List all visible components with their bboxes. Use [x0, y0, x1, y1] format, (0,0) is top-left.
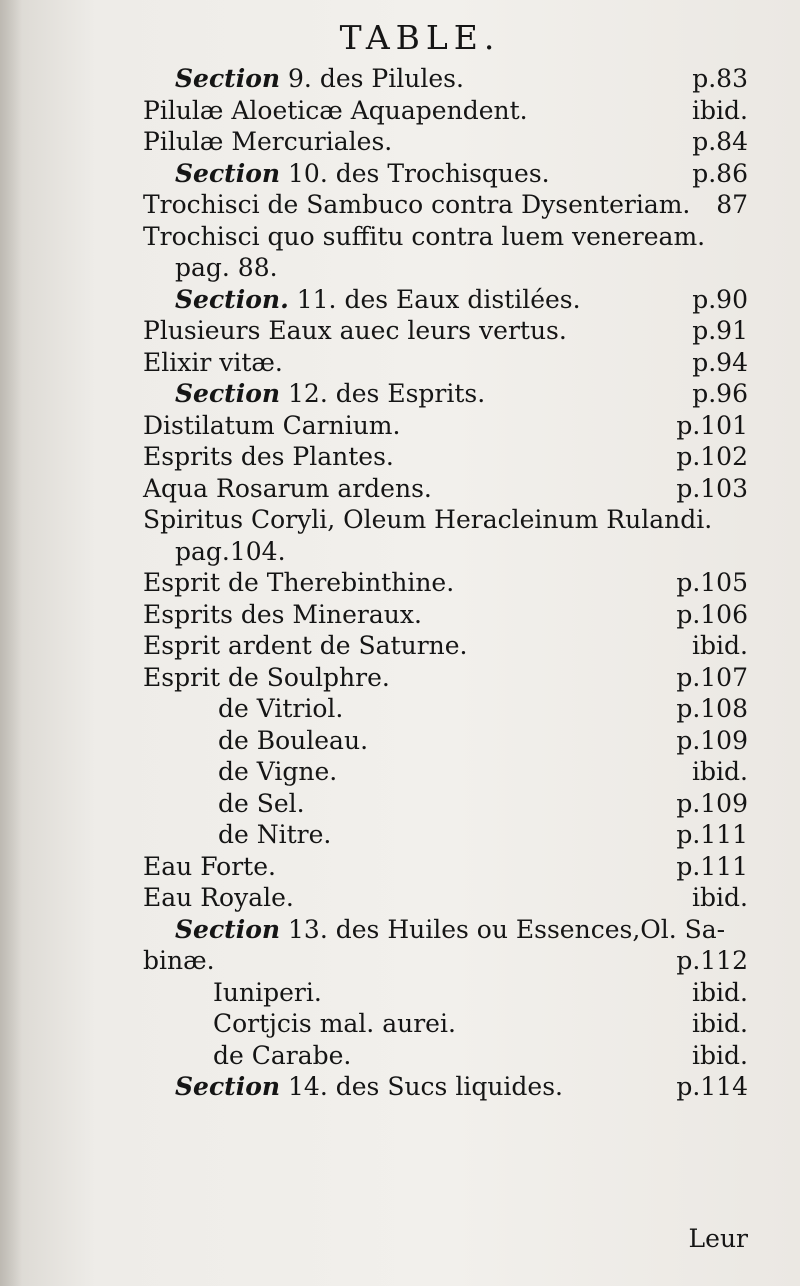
entry-text: de Carabe.: [213, 1040, 352, 1070]
list-item: [0, 787, 800, 821]
list-item: [0, 661, 800, 695]
list-item: [0, 314, 800, 348]
list-item: [0, 724, 800, 758]
page-reference: p.111: [676, 820, 748, 849]
entry-text: Esprit de Soulphre.: [143, 662, 390, 692]
list-item: [0, 850, 800, 884]
section-number: 14.: [288, 1072, 328, 1101]
entry-text: Plusieurs Eaux auec leurs vertus.: [143, 316, 567, 345]
entry-text: Eau Royale.: [143, 883, 294, 912]
section-number: 10.: [288, 158, 328, 188]
section-label: Section: [175, 914, 281, 944]
section-label: Section: [175, 1072, 281, 1101]
section-number: 11.: [296, 284, 337, 314]
page-reference: p.111: [676, 851, 748, 881]
page-reference: ibid.: [692, 757, 748, 786]
section-heading: [0, 1070, 800, 1104]
page-reference: ibid.: [692, 977, 748, 1007]
list-item: [0, 598, 800, 632]
list-item: [0, 944, 800, 978]
catchword: Leur: [688, 1224, 748, 1253]
entry-text: binæ.: [143, 946, 215, 975]
entry-text: pag.104.: [175, 536, 286, 566]
page-reference: p.83: [692, 64, 748, 93]
section-number: 12.: [288, 379, 328, 408]
entry-text: de Sel.: [218, 788, 305, 818]
list-item: [0, 440, 800, 474]
entry-text: Aqua Rosarum ardens.: [143, 473, 432, 503]
entry-text: Distilatum Carnium.: [143, 410, 401, 440]
entry-text: de Nitre.: [218, 820, 332, 849]
entry-text: Iuniperi.: [213, 977, 322, 1007]
page-reference: p.109: [676, 788, 748, 818]
section-text: des Huiles ou Essences,Ol. Sa-: [335, 914, 726, 944]
entry-text: Pilulæ Mercuriales.: [143, 127, 393, 156]
list-item: [0, 220, 800, 254]
list-item: [0, 818, 800, 852]
page-reference: p.86: [692, 158, 748, 188]
list-item: [0, 188, 800, 222]
section-text: des Sucs liquides.: [335, 1072, 563, 1101]
section-label: Section: [175, 64, 281, 93]
page-reference: p.101: [676, 410, 748, 440]
entry-text: pag. 88.: [175, 253, 278, 282]
list-item: [0, 881, 800, 915]
entry-text: de Bouleau.: [218, 725, 369, 755]
list-item: [0, 125, 800, 159]
page-reference: p.109: [676, 725, 748, 755]
section-heading: [0, 62, 800, 96]
page-reference: p.103: [676, 473, 748, 503]
list-item: [0, 629, 800, 663]
page-title: TABLE.: [339, 18, 501, 57]
page-reference: p.90: [692, 284, 748, 314]
section-number: 13.: [288, 914, 328, 944]
section-label: Section: [175, 158, 281, 188]
section-heading: [0, 283, 800, 317]
section-number: 9.: [288, 64, 312, 93]
page-reference: p.91: [692, 316, 748, 345]
section-text: des Esprits.: [335, 379, 486, 408]
list-item: [0, 1007, 800, 1041]
section-title: [175, 283, 581, 317]
page-reference: ibid.: [692, 1009, 748, 1038]
list-item: [0, 251, 800, 285]
list-item: [0, 94, 800, 128]
page-reference: p.112: [676, 946, 748, 975]
entry-text: Trochisci de Sambuco contra Dysenteriam.: [143, 190, 691, 219]
section-title: [175, 157, 550, 191]
page-reference: p.108: [676, 694, 748, 723]
page-reference: 87: [716, 190, 748, 219]
page-reference: ibid.: [692, 883, 748, 912]
entry-text: Trochisci quo suffitu contra luem veneream.: [143, 221, 706, 251]
list-item: [0, 1039, 800, 1073]
page-reference: p.94: [692, 347, 748, 377]
page-reference: p.84: [692, 127, 748, 156]
section-title: [175, 62, 464, 96]
section-label: Section: [175, 379, 281, 408]
entry-text: Eau Forte.: [143, 851, 276, 881]
entry-text: Pilulæ Aloeticæ Aquapendent.: [143, 95, 528, 125]
page-reference: ibid.: [692, 95, 748, 125]
section-heading: [0, 377, 800, 411]
list-item: [0, 755, 800, 789]
entry-text: Esprits des Mineraux.: [143, 599, 422, 629]
entry-text: Elixir vitæ.: [143, 347, 283, 377]
page-reference: ibid.: [692, 1040, 748, 1070]
page-reference: p.106: [676, 599, 748, 629]
list-item: [0, 346, 800, 380]
entry-text: Cortjcis mal. aurei.: [213, 1009, 456, 1038]
section-heading: [0, 913, 800, 947]
entry-text: Esprit ardent de Saturne.: [143, 631, 468, 660]
section-title: [175, 913, 725, 947]
page-reference: p.114: [676, 1072, 748, 1101]
entry-text: Spiritus Coryli, Oleum Heracleinum Rulandi.: [143, 505, 713, 534]
section-text: des Pilules.: [319, 64, 464, 93]
section-text: des Eaux distilées.: [344, 284, 581, 314]
page-reference: ibid.: [692, 631, 748, 660]
section-text: des Trochisques.: [335, 158, 550, 188]
section-heading: [0, 157, 800, 191]
list-item: [0, 472, 800, 506]
section-label: Section.: [175, 284, 289, 314]
list-item: [0, 976, 800, 1010]
entry-text: Esprits des Plantes.: [143, 442, 394, 471]
page-reference: p.96: [692, 379, 748, 408]
list-item: [0, 566, 800, 600]
entry-text: de Vitriol.: [218, 694, 344, 723]
page-reference: p.102: [676, 442, 748, 471]
entry-text: de Vigne.: [218, 757, 338, 786]
list-item: [0, 503, 800, 537]
list-item: [0, 409, 800, 443]
page-reference: p.107: [676, 662, 748, 692]
list-item: [0, 535, 800, 569]
list-item: [0, 692, 800, 726]
section-title: [175, 377, 485, 411]
page-reference: p.105: [676, 568, 748, 597]
entry-text: Esprit de Therebinthine.: [143, 568, 455, 597]
section-title: [175, 1070, 563, 1104]
